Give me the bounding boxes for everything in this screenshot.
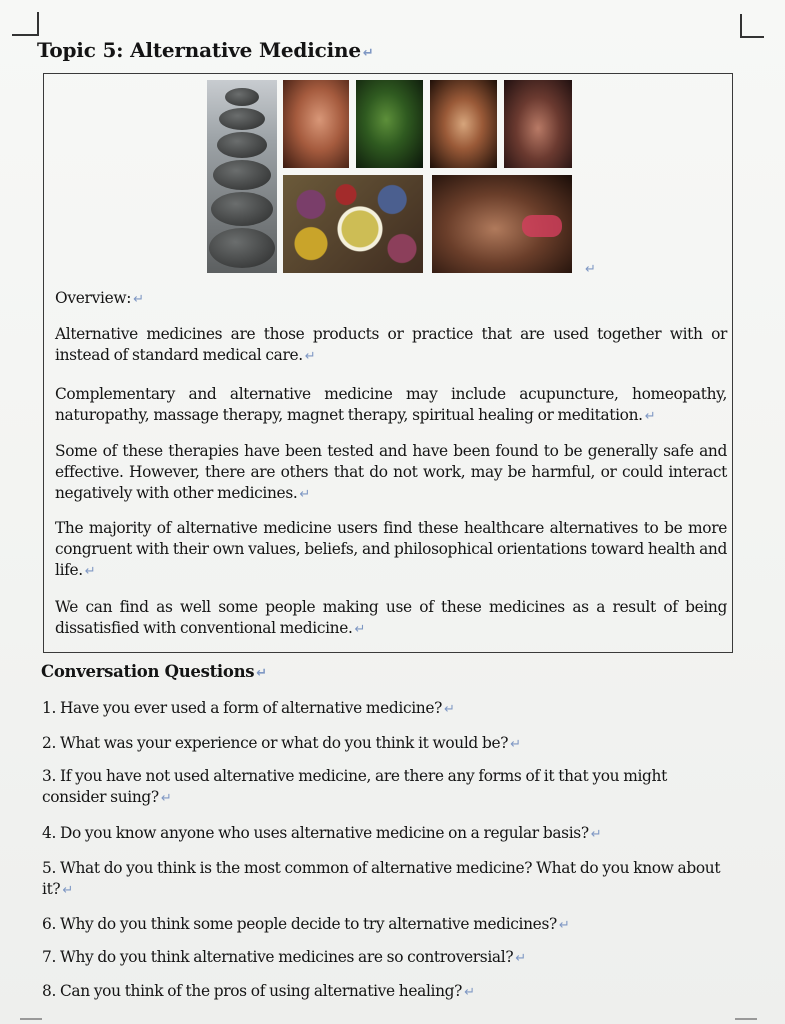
- question-text: Why do you think some people decide to try alternative medicines?: [59, 915, 557, 933]
- paragraph-mark: ↵: [362, 46, 374, 61]
- paragraph-mark: ↵: [299, 487, 310, 502]
- overview-paragraph-1: Alternative medicines are those products or practice that are used together with or instead of standard medical care. ↵: [55, 325, 727, 364]
- question-item: [42, 733, 722, 755]
- paragraph-mark: ↵: [256, 666, 267, 681]
- herbs-plant-image: [356, 80, 423, 168]
- paragraph-mark: ↵: [515, 951, 526, 966]
- back-massage-image: [432, 175, 572, 273]
- paragraph-mark: ↵: [558, 918, 570, 933]
- hands-therapy-image: [283, 80, 349, 168]
- question-item: [42, 981, 722, 1003]
- paragraph-mark: ↵: [133, 292, 144, 307]
- paragraph-mark: ↵: [62, 883, 73, 898]
- paragraph-mark: ↵: [160, 791, 172, 806]
- paragraph-mark: ↵: [644, 409, 656, 424]
- question-item: [42, 766, 722, 809]
- overview-paragraph-2: Complementary and alternative medicine may include acupuncture, homeopathy, naturopathy, massage therapy, magnet therapy, spiritual healing or meditation. ↵: [55, 385, 727, 424]
- question-text: Have you ever used a form of alternative medicine?: [59, 699, 443, 717]
- question-number: 3.: [42, 767, 56, 785]
- question-number: 5.: [42, 859, 56, 877]
- question-text: Do you know anyone who uses alternative medicine on a regular basis?: [59, 824, 589, 842]
- crop-mark-bottom-left: [20, 1018, 42, 1024]
- spices-mortar-image: [283, 175, 423, 273]
- anatomy-figure-image: [430, 80, 497, 168]
- crop-mark-top-right: [740, 14, 764, 38]
- question-text: Why do you think alternative medicines are so controversial?: [59, 948, 514, 966]
- crop-mark-top-left: [12, 12, 39, 36]
- question-number: 6.: [42, 915, 56, 933]
- crop-mark-bottom-right: [735, 1018, 757, 1024]
- massage-photo-image: [504, 80, 572, 168]
- question-number: 1.: [42, 699, 56, 717]
- paragraph-mark: ↵: [585, 262, 596, 277]
- question-text: What do you think is the most common of alternative medicine? What do you know about it?: [42, 859, 721, 898]
- paragraph-mark: ↵: [510, 737, 521, 752]
- question-item: [42, 914, 722, 936]
- question-item: [42, 947, 722, 969]
- question-item: [42, 823, 722, 845]
- question-number: 7.: [42, 948, 56, 966]
- overview-paragraph-3: Some of these therapies have been tested and have been found to be generally safe and effective. However, there are others that do not work, may be harmful, or could interact negatively with other medicines. ↵: [55, 442, 727, 502]
- paragraph-mark: ↵: [304, 349, 316, 364]
- question-item: [42, 858, 722, 901]
- topic-title: [37, 38, 374, 62]
- question-text: Can you think of the pros of using alternative healing?: [59, 982, 463, 1000]
- topic-title-text: Topic 5: Alternative Medicine: [37, 38, 361, 62]
- overview-paragraph-5: We can find as well some people making use of these medicines as a result of being dissatisfied with conventional medicine. ↵: [55, 598, 727, 637]
- paragraph-mark: ↵: [590, 827, 602, 842]
- question-text: What was your experience or what do you think it would be?: [59, 734, 509, 752]
- paragraph-mark: ↵: [444, 702, 455, 717]
- paragraph-mark: ↵: [354, 622, 366, 637]
- paragraph-mark: ↵: [464, 985, 475, 1000]
- overview-label: Overview: ↵: [55, 289, 144, 307]
- question-number: 8.: [42, 982, 56, 1000]
- stacked-stones-image: [207, 80, 277, 273]
- question-text: If you have not used alternative medicine, are there any forms of it that you might consider suing?: [42, 767, 667, 806]
- question-number: 4.: [42, 824, 56, 842]
- conversation-questions-title: Conversation Questions ↵: [41, 662, 267, 681]
- paragraph-mark: ↵: [84, 564, 96, 579]
- overview-paragraph-4: The majority of alternative medicine users find these healthcare alternatives to be more congruent with their own values, beliefs, and philosophical orientations toward health and life. ↵: [55, 519, 727, 579]
- question-item: [42, 698, 722, 720]
- question-number: 2.: [42, 734, 56, 752]
